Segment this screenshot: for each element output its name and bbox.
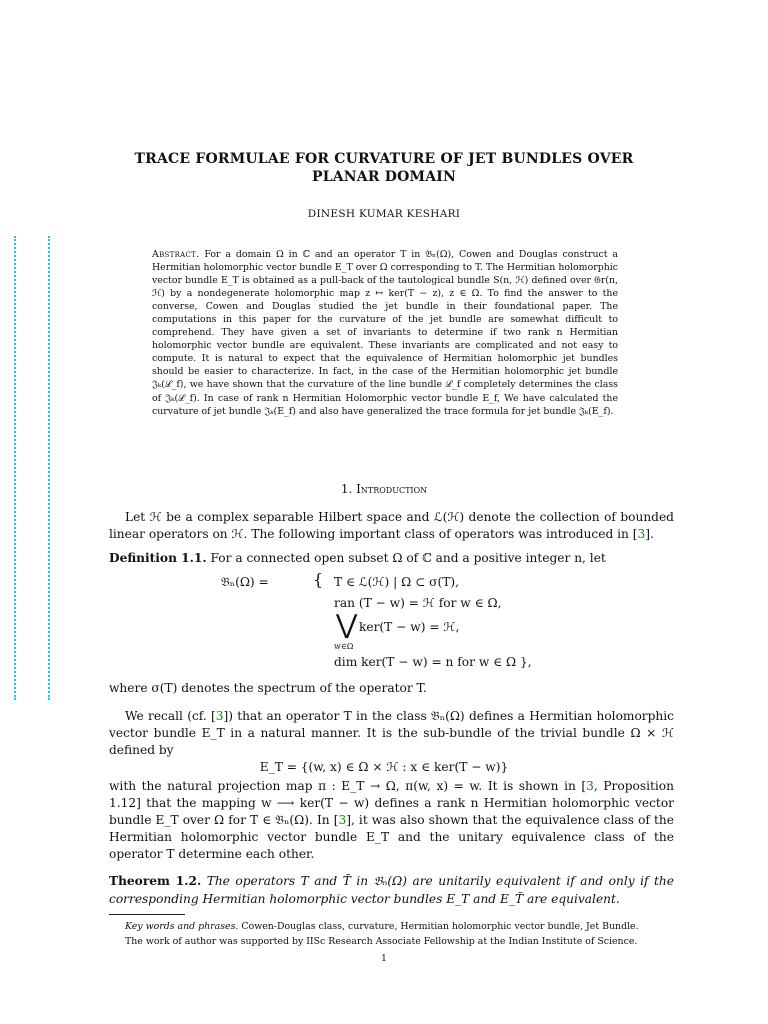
projection-text-a: with the natural projection map π : E_T → Ω, π(w, x) = w. It is shown in [ — [109, 779, 587, 793]
intro-text-a: Let ℋ be a complex separable Hilbert space and ℒ(ℋ) denote the collection of bounded linear operators on ℋ. The following important class of operators was introduced in [ — [109, 510, 674, 541]
theorem-text: The operators T and T̃ in 𝔅ₙ(Ω) are unitarily equivalent if and only if the corresponding Hermitian holomorphic vector bundles E_T and E_T̃ are equivalent. — [109, 874, 674, 906]
author-name: DINESH KUMAR KESHARI — [307, 208, 461, 220]
section-number: 1. — [340, 482, 353, 496]
bigvee-subscript: w∈Ω — [334, 642, 354, 651]
definition-text: For a connected open subset Ω of ℂ and a positive integer n, let — [206, 551, 606, 565]
definition-label: Definition 1.1. — [109, 551, 207, 565]
equation-line-4: dim ker(T − w) = n for w ∈ Ω }, — [334, 655, 532, 669]
bundle-equation: E_T = {(w, x) ∈ Ω × ℋ : x ∈ ker(T − w)} — [259, 760, 509, 774]
intro-paragraph — [109, 509, 674, 543]
keywords-text: Cowen-Douglas class, curvature, Hermitian holomorphic vector bundle, Jet Bundle. — [238, 921, 639, 932]
recall-paragraph — [109, 708, 674, 759]
equation-lhs: 𝔅ₙ(Ω) = — [221, 575, 269, 589]
title-line-2: PLANAR DOMAIN — [311, 169, 457, 185]
abstract — [152, 248, 618, 418]
title-line-1: TRACE FORMULAE FOR CURVATURE OF JET BUNDLES OVER — [134, 151, 634, 167]
section-heading — [0, 482, 768, 496]
equation-line-2: ran (T − w) = ℋ for w ∈ Ω, — [334, 596, 502, 610]
equation-line-3: ker(T − w) = ℋ, — [359, 620, 460, 634]
selection-marker — [14, 236, 50, 700]
section-title: Introduction — [356, 482, 428, 496]
footnote-rule — [109, 914, 185, 915]
abstract-text: For a domain Ω in ℂ and an operator T in 𝔅ₙ(Ω), Cowen and Douglas construct a Hermitian holomorphic vector bundle E_T over Ω corresponding to T. The Hermitian holomorphic vector bundle E_T is obtained as a pull-back of the tautological bundle S(n, ℋ) defined over 𝔊r(n, ℋ) by a nondegenerate holomorphic map z ↦ ker(T − z), z ∈ Ω. To find the answer to the converse, Cowen and Douglas studied the jet bundle in their foundational paper. The computations in this paper for the curvature of the jet bundle are somewhat difficult to comprehend. They have given a set of invariants to determine if two rank n Hermitian holomorphic vector bundle are equivalent. These invariants are complicated and not easy to compute. It is natural to expect that the equivalence of Hermitian holomorphic jet bundles should be easier to characterize. In fact, in the case of the Hermitian holomorphic jet bundle 𝔍ₖ(ℒ_f), we have shown that the curvature of the line bundle ℒ_f completely determines the class of 𝔍ₖ(ℒ_f). In case of rank n Hermitian Holomorphic vector bundle E_f, We have calculated the curvature of jet bundle 𝔍ₖ(E_f) and also have generalized the trace formula for jet bundle 𝔍ₖ(E_f). — [152, 249, 618, 417]
recall-text-b: ]) that an operator T in the class 𝔅ₙ(Ω) defines a Hermitian holomorphic vector bundle E_T in a natural manner. It is the sub-bundle of the trivial bundle Ω × ℋ defined by — [109, 709, 675, 757]
equation-line-1: T ∈ ℒ(ℋ) | Ω ⊂ σ(T), — [334, 575, 459, 589]
projection-text-b: that the mapping w ⟶ ker(T − w) defines a rank n Hermitian holomorphic vector bundle E_T over Ω for T ∈ 𝔅ₙ(Ω). In [ — [109, 796, 674, 827]
projection-text-c: ], it was also shown that the equivalence class of the Hermitian holomorphic vector bundle E_T and the unitary equivalence class of the operator T determine each other. — [109, 813, 674, 861]
paper-title — [0, 150, 768, 186]
footnote-support: The work of author was supported by IISc Research Associate Fellowship at the Indian Institute of Science. — [125, 936, 638, 947]
abstract-label: Abstract. — [152, 249, 200, 260]
bigvee-symbol: ⋁ — [336, 610, 358, 640]
definition-1-1 — [109, 550, 674, 567]
footnote-keywords — [109, 920, 674, 933]
theorem-label: Theorem 1.2. — [109, 874, 202, 888]
page-number: 1 — [381, 953, 387, 964]
equation-brace: { — [313, 570, 324, 589]
projection-ref-tail: , Proposition 1.12] — [109, 779, 674, 810]
projection-paragraph — [109, 778, 674, 863]
citation-link[interactable]: 3 — [215, 709, 224, 723]
where-text: where σ(T) denotes the spectrum of the operator T. — [109, 681, 427, 695]
citation-link[interactable]: 3 — [338, 813, 347, 827]
citation-link[interactable]: 3 — [586, 779, 594, 793]
recall-text-a: We recall (cf. [ — [125, 709, 216, 723]
theorem-1-2 — [109, 872, 674, 908]
intro-text-b: ]. — [645, 527, 654, 541]
keywords-label: Key words and phrases. — [125, 921, 239, 932]
citation-link[interactable]: 3 — [637, 527, 646, 541]
